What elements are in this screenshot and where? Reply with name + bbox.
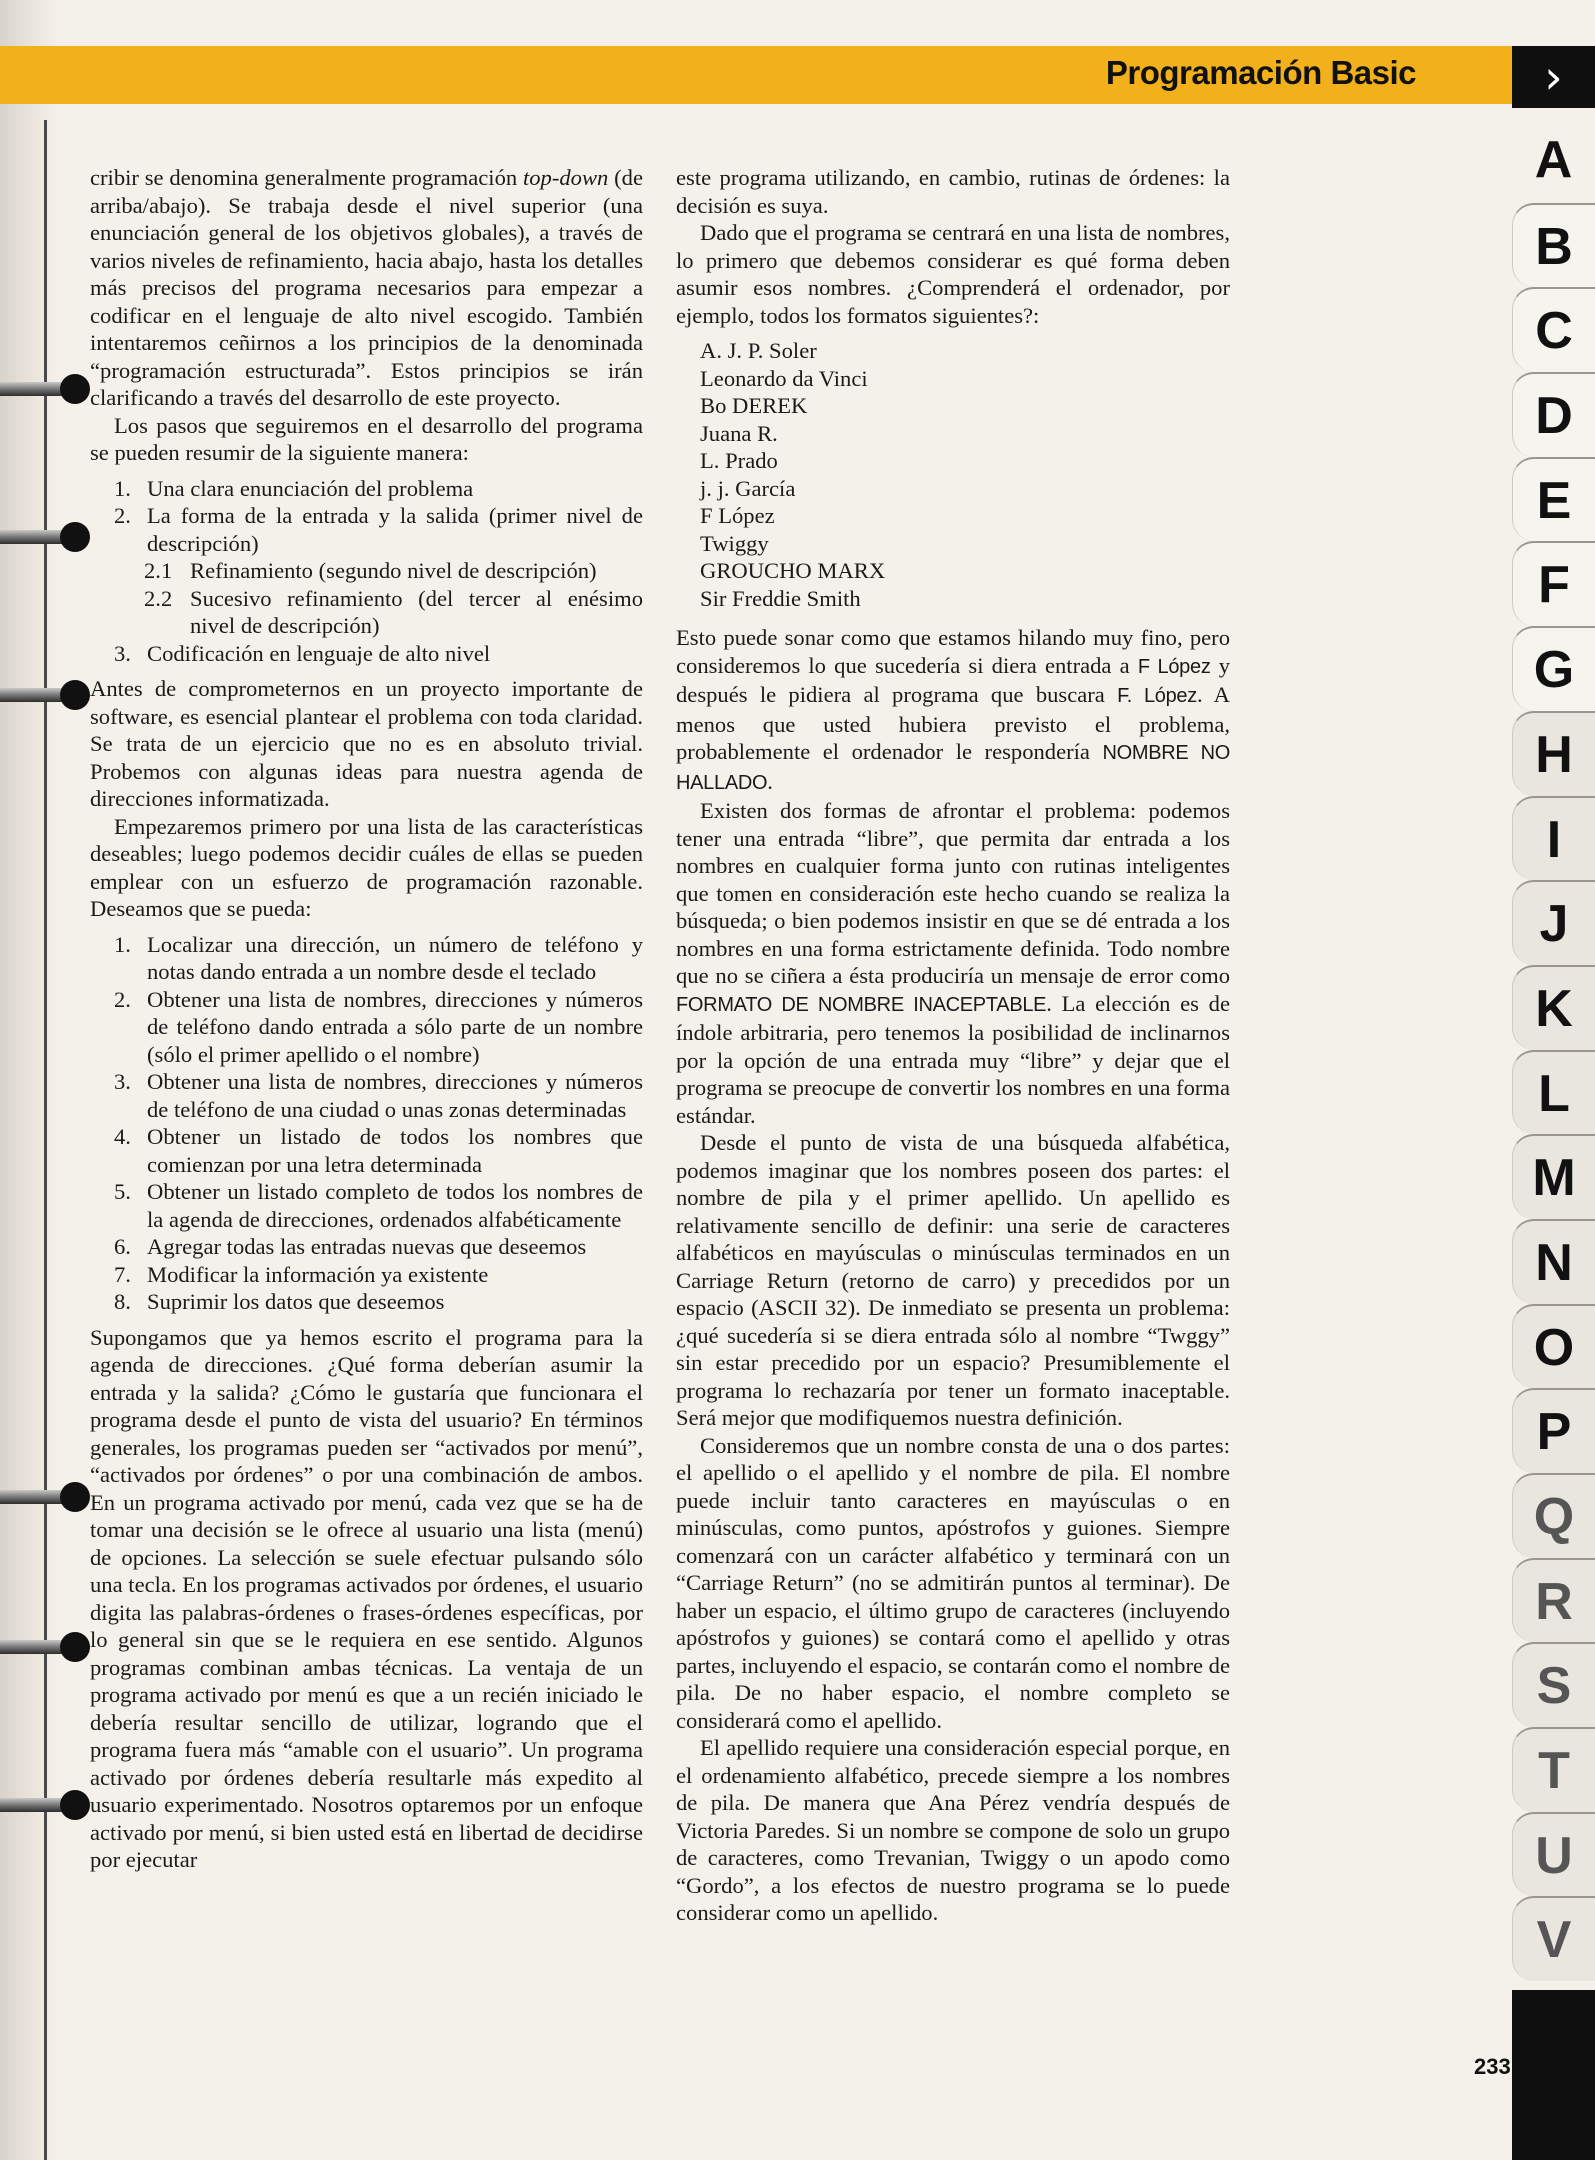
list-item: L. Prado [700,448,778,473]
binder-ring-icon [0,1630,92,1664]
section-banner [0,46,1512,104]
index-tab-g[interactable]: G [1512,626,1595,711]
list-item: 7. Modificar la información ya existente [114,1261,489,1287]
list-item: Juana R. [700,420,778,446]
list-item: 3. Codificación en lenguaje de alto nivel [114,640,491,666]
list-item: A. J. P. Soler [700,338,817,363]
index-tab-d[interactable]: D [1512,372,1595,457]
index-tab-b[interactable]: B [1512,203,1595,288]
list-item: F López [700,503,775,528]
index-tab-o[interactable]: O [1512,1304,1595,1389]
index-tab-j[interactable]: J [1512,880,1595,965]
index-tab-s[interactable]: S [1512,1642,1595,1727]
list-item: Leonardo da Vinci [700,365,868,391]
paragraph: cribir se denomina generalmente programación top-down (de arriba/abajo). Se trabaja desde el nivel superior (una enunciación general de los objetivos globales), a través de varios niveles de refinamiento, hacia abajo, hasta los detalles más precisos del programa necesarios para empezar a codificar en el lenguaje de alto nivel escogido. También intentaremos ceñirnos a los principios de la denominada “programación estructurada”. Estos principios se irán clarificando a través del desarrollo de este proyecto. [90,165,643,410]
list-item: 4. Obtener un listado de todos los nombres que comienzan por una letra determinada [114,1124,643,1177]
paragraph: Antes de comprometernos en un proyecto importante de software, es esencial plantear el problema con toda claridad. Se trata de un ejercicio que no es en absoluto trivial. Probemos con algunas ideas para nuestra agenda de direcciones informatizada. [90,676,643,811]
index-tab-p[interactable]: P [1512,1388,1595,1473]
list-item: 3. Obtener una lista de nombres, direcciones y números de teléfono de una ciudad o unas zonas determinadas [114,1069,643,1122]
paragraph: Existen dos formas de afrontar el problema: podemos tener una entrada “libre”, que permita dar entrada a los nombres en cualquier forma junto con rutinas inteligentes que tomen en consideración este hecho cuando se realiza la búsqueda; o bien podemos insistir en que se dé entrada a los nombres en una forma estrictamente definida. Todo nombre que no se ciñera a ésta produciría un mensaje de error como FORMATO DE NOMBRE INACEPTABLE. La elección es de índole arbitraria, pero tenemos la posibilidad de inclinarnos por la opción de una entrada muy “libre” y dejar que el programa se preocupe de convertir los nombres en una forma estándar. [676,798,1230,1128]
paragraph: Esto puede sonar como que estamos hilando muy fino, pero consideremos lo que sucedería si diera entrada a F López y después le pidiera al programa que buscara F. López. A menos que usted hubiera previsto el problema, probablemente el ordenador le respondería NOMBRE NO HALLADO. [676,625,1231,794]
tab-edge-shadow [1512,1990,1595,2160]
list-item: 2.2 Sucesivo refinamiento (del tercer al enésimo nivel de descripción) [144,585,643,638]
page-binding-shadow [0,0,60,2160]
paragraph: Dado que el programa se centrará en una lista de nombres, lo primero que debemos considerar es qué forma deben asumir esos nombres. ¿Comprenderá el ordenador, por ejemplo, todos los formatos siguientes?: [676,220,1230,328]
index-tab-m[interactable]: M [1512,1134,1595,1219]
code-text: NOMBRE NO HALLADO [676,742,1231,794]
paragraph: El apellido requiere una consideración especial porque, en el ordenamiento alfabético, precede siempre a los nombres de pila. De manera que Ana Pérez vendría después de Victoria Paredes. Si un nombre se compone de solo un grupo de caracteres, como Trevanian, Twiggy o un apodo como “Gordo”, a los efectos de nuestro programa se lo puede considerar como un apellido. [676,1735,1230,1925]
index-tab-h[interactable]: H [1512,711,1595,796]
list-item: 1. Una clara enunciación del problema [114,475,474,501]
alphabet-index-tabs [1512,118,1595,1981]
index-tab-u[interactable]: U [1512,1812,1595,1897]
right-column [676,164,1230,1927]
index-tab-a[interactable]: A [1534,131,1573,189]
code-text: F López [1137,655,1211,678]
page-number: 233 [1474,2054,1511,2079]
index-tab-n[interactable]: N [1512,1219,1595,1304]
names-list [676,337,1230,612]
index-tab-e[interactable]: E [1512,457,1595,542]
list-item: 8. Suprimir los datos que deseemos [114,1289,445,1314]
steps-list [90,475,643,668]
binder-ring-icon [0,1480,92,1514]
list-item: 2. Obtener una lista de nombres, direcciones y números de teléfono dando entrada a sólo parte de un nombre (sólo el primer apellido o el nombre) [114,986,643,1067]
list-item: Sir Freddie Smith [700,585,861,611]
index-tab-v[interactable]: V [1512,1896,1595,1981]
code-text: FORMATO DE NOMBRE INACEPTABLE [676,993,1047,1016]
list-item: 1. Localizar una dirección, un número de teléfono y notas dando entrada a un nombre desde el teclado [114,931,643,984]
section-title: Programación Basic [1105,54,1416,91]
index-tab-q[interactable]: Q [1512,1473,1595,1558]
paragraph: Los pasos que seguiremos en el desarrollo del programa se pueden resumir de la siguiente manera: [90,412,643,465]
binder-ring-icon [0,1788,92,1822]
paragraph: este programa utilizando, en cambio, rutinas de órdenes: la decisión es suya. [676,165,1230,218]
paragraph: Desde el punto de vista de una búsqueda alfabética, podemos imaginar que los nombres poseen dos partes: el nombre de pila y el primer apellido. Un apellido es relativamente sencillo de definir: una serie de caracteres alfabéticos en mayúsculas o minúsculas terminados en un Carriage Return (retorno de carro) y precedidos por un espacio (ASCII 32). De inmediato se presenta un problema: ¿qué sucedería si se diera entrada sólo al nombre “Twggy” sin estar precedido por un espacio? Presumiblemente el programa lo rechazaría por tener un formato inaceptable. Será mejor que modifiquemos nuestra definición. [676,1130,1230,1430]
list-item: 2. La forma de la entrada y la salida (primer nivel de descripción) [114,503,643,556]
features-list [90,931,643,1316]
binder-ring-icon [0,520,92,554]
list-item: 5. Obtener un listado completo de todos los nombres de la agenda de direcciones, ordenados alfabéticamente [114,1179,643,1232]
index-tab-l[interactable]: L [1512,1050,1595,1135]
list-item: j. j. García [700,475,796,501]
list-item: 2.1 Refinamiento (segundo nivel de descripción) [144,558,597,583]
index-tab-t[interactable]: T [1512,1727,1595,1812]
chevron-right-icon[interactable]: › [1512,46,1595,108]
left-column [90,164,643,1874]
list-item: GROUCHO MARX [700,558,886,583]
binder-ring-icon [0,678,92,712]
list-item: Bo DEREK [700,393,808,418]
index-tab-r[interactable]: R [1512,1558,1595,1643]
paragraph: Empezaremos primero por una lista de las características deseables; luego podemos decidir cuáles de ellas se pueden emplear con un esfuerzo de programación razonable. Deseamos que se pueda: [90,813,643,921]
code-text: F. López [1117,685,1197,707]
index-tab-c[interactable]: C [1512,287,1595,372]
paragraph: Consideremos que un nombre consta de una o dos partes: el apellido o el apellido y el nombre de pila. El nombre puede incluir tanto caracteres en mayúsculas o en minúsculas, como puntos, apóstrofos y guiones. Siempre comenzará con un carácter alfabético y terminará con un “Carriage Return” (no se admitirán puntos al terminar). De haber un espacio, el último grupo de caracteres (incluyendo apóstrofos y guiones) se contará como el apellido y otras partes, incluyendo el espacio, se contarán como el nombre de pila. De no haber espacio, el nombre completo se considerará como el apellido. [676,1432,1230,1733]
index-tab-i[interactable]: I [1512,796,1595,881]
list-item: 6. Agregar todas las entradas nuevas que deseemos [114,1234,587,1259]
index-tab-k[interactable]: K [1512,965,1595,1050]
paragraph: Supongamos que ya hemos escrito el programa para la agenda de direcciones. ¿Qué forma deberían asumir la entrada y la salida? ¿Cómo le gustaría que funcionara el programa desde el punto de vista del usuario? En términos generales, los programas pueden ser “activados por menú”, “activados por órdenes” o por una combinación de ambos. En un programa activado por menú, cada vez que se ha de tomar una decisión se le ofrece al usuario una lista (menú) de opciones. La selección se suele efectuar pulsando sólo una tecla. En los programas activados por órdenes, el usuario digita las palabras-órdenes o frases-órdenes específicas, por lo general sin que se le requiera en ese sentido. Algunos programas combinan ambas técnicas. La ventaja de un programa activado por menú es que a un recién iniciado le debería resultar sencillo de utilizar, logrando que el programa fuera más “amable con el usuario”. Un programa activado por órdenes debería resultarle más expedito al usuario experimentado. Nosotros optaremos por un enfoque activado por menú, si bien usted está en libertad de decidirse por ejecutar [90,1324,643,1872]
binder-ring-icon [0,372,92,406]
index-tab-f[interactable]: F [1512,541,1595,626]
list-item: Twiggy [700,530,769,556]
binder-spine-line [44,120,47,2160]
